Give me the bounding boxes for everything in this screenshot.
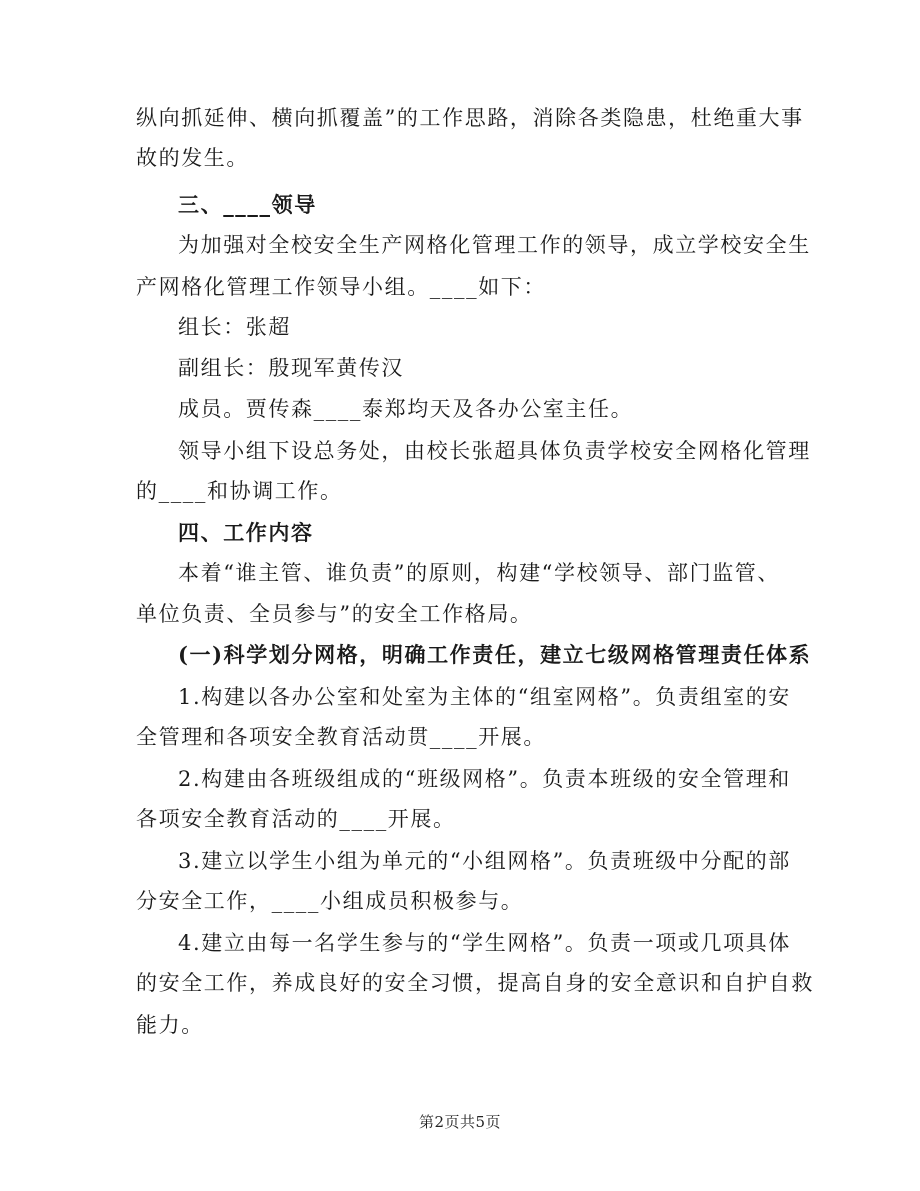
paragraph-line: 1.构建以各办公室和处室为主体的“组室网格”。负责组室的安: [178, 685, 791, 709]
paragraph-line: 本着“谁主管、谁负责”的原则，构建“学校领导、部门监管、: [178, 561, 781, 585]
paragraph-line: 分安全工作，____小组成员积极参与。: [136, 889, 524, 913]
paragraph-line: 组长：张超: [178, 315, 291, 339]
page-number-footer: 第2页共5页: [418, 1113, 502, 1131]
paragraph-line: 4.建立由每一名学生参与的“学生网格”。负责一项或几项具体: [178, 931, 791, 955]
paragraph-line: 全管理和各项安全教育活动贯____开展。: [136, 725, 546, 749]
paragraph-line: 各项安全教育活动的____开展。: [136, 807, 456, 831]
paragraph-line: 2.构建由各班级组成的“班级网格”。负责本班级的安全管理和: [178, 767, 791, 791]
paragraph-line: 的____和协调工作。: [136, 479, 343, 503]
section-heading: 四、工作内容: [178, 520, 314, 545]
paragraph-line: 单位负责、全员参与”的安全工作格局。: [136, 602, 533, 626]
paragraph-line: 成员。贾传森____泰郑均天及各办公室主任。: [178, 397, 634, 421]
section-heading: 三、____领导: [178, 192, 317, 217]
paragraph-line: 3.建立以学生小组为单元的“小组网格”。负责班级中分配的部: [178, 849, 791, 873]
paragraph-line: 产网格化管理工作领导小组。____如下：: [136, 275, 546, 299]
paragraph-line: 故的发生。: [136, 146, 249, 170]
paragraph-line: 纵向抓延伸、横向抓覆盖”的工作思路，消除各类隐患，杜绝重大事: [136, 106, 804, 130]
paragraph-line: 能力。: [136, 1013, 204, 1037]
paragraph-line: 的安全工作，养成良好的安全习惯，提高自身的安全意识和自护自救: [136, 971, 814, 995]
paragraph-line: 副组长：殷现军黄传汉: [178, 356, 404, 380]
paragraph-line: 为加强对全校安全生产网格化管理工作的领导，成立学校安全生: [178, 233, 811, 257]
subsection-heading: (一)科学划分网格，明确工作责任，建立七级网格管理责任体系: [178, 642, 812, 667]
paragraph-line: 领导小组下设总务处，由校长张超具体负责学校安全网格化管理: [178, 439, 811, 463]
